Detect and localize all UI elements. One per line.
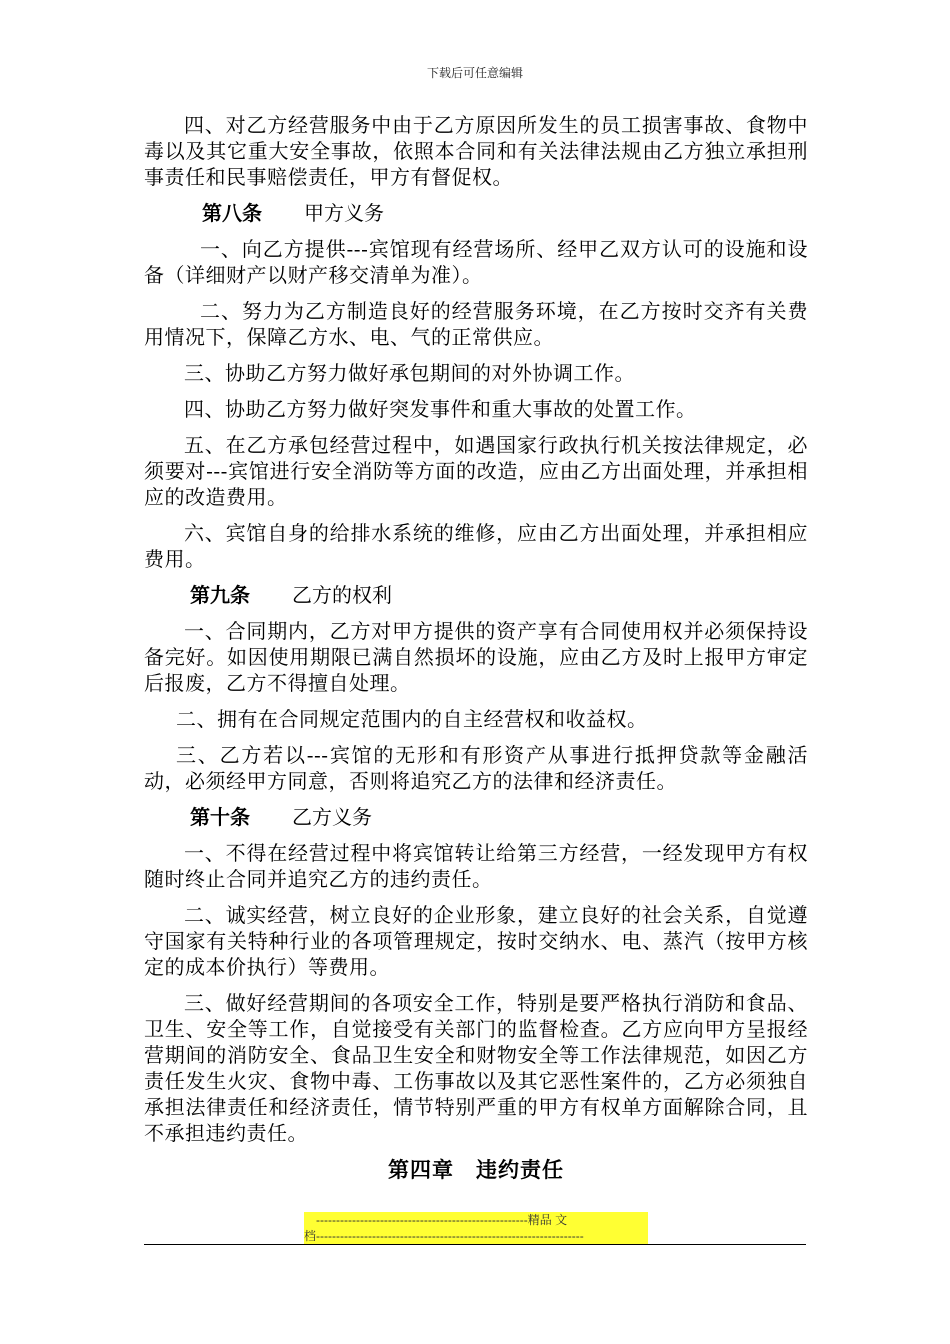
article-8-paragraph-4: 四、协助乙方努力做好突发事件和重大事故的处置工作。 — [184, 397, 697, 421]
article-9-paragraph-1: 一、合同期内，乙方对甲方提供的资产享有合同使用权并必须保持设备完好。如因使用期限已满自然损坏的设施，应由乙方及时上报甲方审定后报废，乙方不得擅自处理。 — [144, 619, 808, 695]
paragraph-top-4: 四、对乙方经营服务中由于乙方原因所发生的员工损害事故、食物中毒以及其它重大安全事故，依照本合同和有关法律法规由乙方独立承担刑事责任和民事赔偿责任，甲方有督促权。 — [144, 113, 808, 189]
article-10-heading — [144, 804, 808, 830]
article-8-paragraph-6: 六、宾馆自身的给排水系统的维修，应由乙方出面处理，并承担相应费用。 — [144, 521, 808, 571]
footer-line-2: 档------------------------------------------------------------------- — [304, 1228, 648, 1244]
header-note: 下载后可任意编辑 — [426, 66, 523, 80]
article-8-number: 第八条 — [202, 201, 262, 225]
article-10-number: 第十条 — [190, 805, 250, 829]
article-9-number: 第九条 — [190, 583, 250, 607]
article-10-paragraph-1: 一、不得在经营过程中将宾馆转让给第三方经营，一经发现甲方有权随时终止合同并追究乙方的违约责任。 — [144, 841, 808, 891]
article-9-paragraph-3: 三、乙方若以---宾馆的无形和有形资产从事进行抵押贷款等金融活动，必须经甲方同意，否则将追究乙方的法律和经济责任。 — [144, 743, 808, 793]
article-10-title: 乙方义务 — [292, 805, 372, 829]
article-8-paragraph-5: 五、在乙方承包经营过程中，如遇国家行政执行机关按法律规定，必须要对---宾馆进行安全消防等方面的改造，应由乙方出面处理，并承担相应的改造费用。 — [144, 433, 808, 509]
article-8-paragraph-1: 一、向乙方提供---宾馆现有经营场所、经甲乙双方认可的设施和设备（详细财产以财产移交清单为准）。 — [144, 237, 808, 287]
article-8-paragraph-2: 二、努力为乙方制造良好的经营服务环境，在乙方按时交齐有关费用情况下，保障乙方水、电、气的正常供应。 — [144, 299, 808, 349]
chapter-4-heading: 第四章 违约责任 — [388, 1158, 564, 1182]
article-8-heading — [144, 200, 808, 226]
article-9-paragraph-2: 二、拥有在合同规定范围内的自主经营权和收益权。 — [176, 707, 648, 731]
article-8-paragraph-3: 三、协助乙方努力做好承包期间的对外协调工作。 — [184, 361, 635, 385]
footer-watermark — [304, 1212, 648, 1244]
article-10-paragraph-2: 二、诚实经营，树立良好的企业形象，建立良好的社会关系，自觉遵守国家有关特种行业的各项管理规定，按时交纳水、电、蒸汽（按甲方核定的成本价执行）等费用。 — [144, 903, 808, 979]
article-9-heading — [144, 582, 808, 608]
article-8-title: 甲方义务 — [304, 201, 384, 225]
footer-line-1: -----------------------------------------------------精品 文 — [304, 1212, 648, 1228]
document-body — [144, 112, 808, 1184]
footer-divider — [144, 1244, 806, 1245]
article-9-title: 乙方的权利 — [292, 583, 392, 607]
article-10-paragraph-3: 三、做好经营期间的各项安全工作，特别是要严格执行消防和食品、卫生、安全等工作，自觉接受有关部门的监督检查。乙方应向甲方呈报经营期间的消防安全、食品卫生安全和财物安全等工作法律规范，如因乙方责任发生火灾、食物中毒、工伤事故以及其它恶性案件的，乙方必须独自承担法律责任和经济责任，情节特别严重的甲方有权单方面解除合同，且不承担违约责任。 — [144, 991, 808, 1145]
